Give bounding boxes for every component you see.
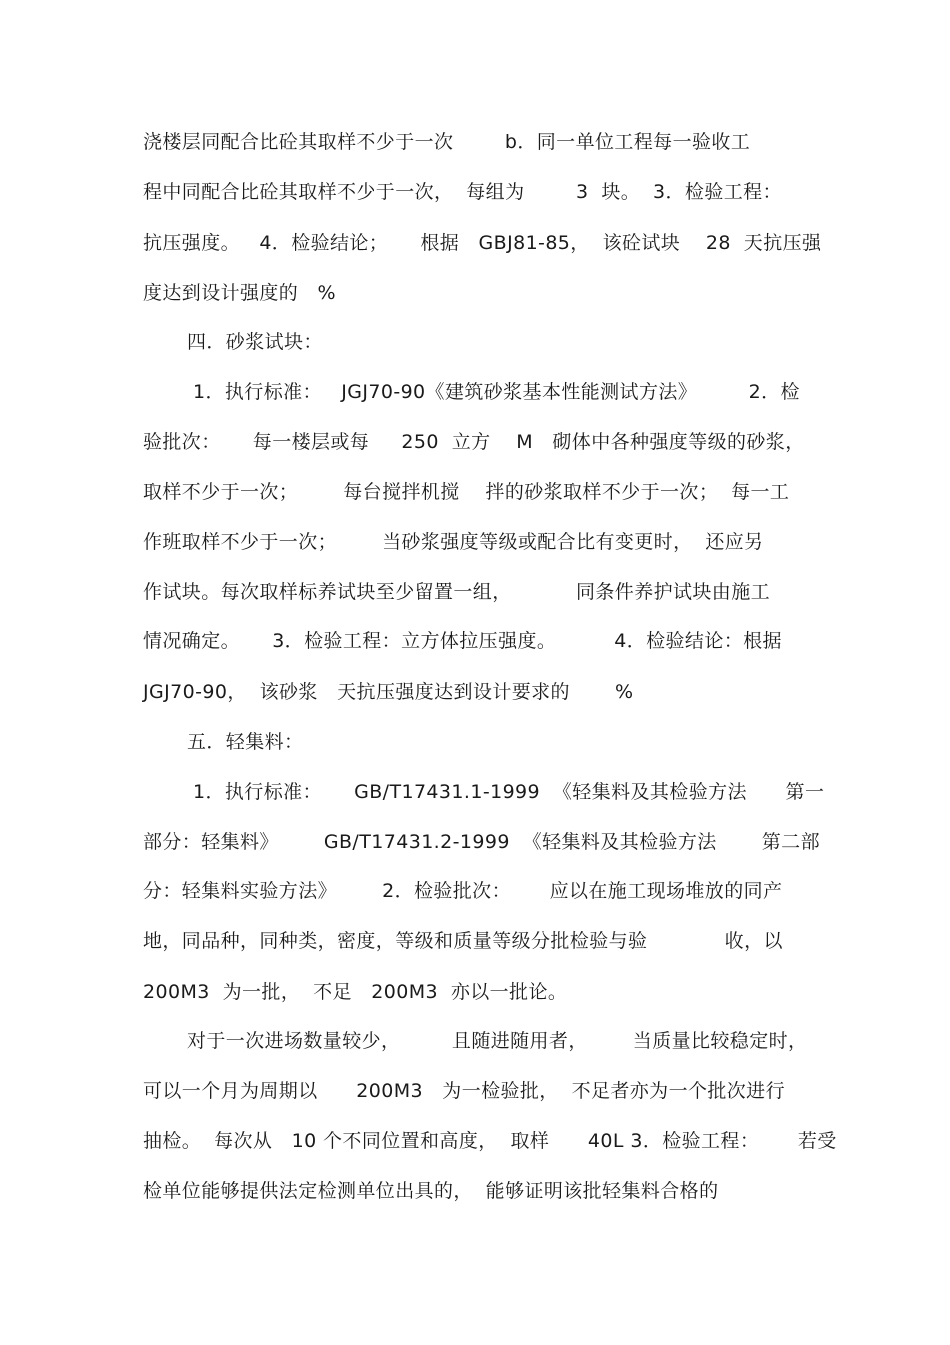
text-line: 取样不少于一次； 每台搅拌机搅 拌的砂浆取样不少于一次； 每一工 bbox=[143, 481, 790, 503]
text-line: 检单位能够提供法定检测单位出具的， 能够证明该批轻集料合格的 bbox=[143, 1180, 719, 1202]
text-line: 作试块。每次取样标养试块至少留置一组， 同条件养护试块由施工 bbox=[143, 581, 770, 603]
text-line: 作班取样不少于一次； 当砂浆强度等级或配合比有变更时， 还应另 bbox=[143, 531, 764, 553]
text-line: 抗压强度。 4．检验结论； 根据 GBJ81-85， 该砼试块 28 天抗压强 bbox=[143, 232, 822, 254]
text-line: JGJ70-90， 该砂浆 天抗压强度达到设计要求的 % bbox=[143, 681, 634, 703]
text-line: 1．执行标准： JGJ70-90《建筑砂浆基本性能测试方法》 2．检 bbox=[193, 381, 800, 403]
text-line: 分：轻集料实验方法》 2．检验批次： 应以在施工现场堆放的同产 bbox=[143, 880, 783, 902]
text-line: 浇楼层同配合比砼其取样不少于一次 b．同一单位工程每一验收工 bbox=[143, 131, 751, 153]
text-line: 抽检。 每次从 10 个不同位置和高度， 取样 40L 3．检验工程： 若受 bbox=[143, 1130, 837, 1152]
text-line: 可以一个月为周期以 200M3 为一检验批， 不足者亦为一个批次进行 bbox=[143, 1080, 785, 1102]
text-line: 200M3 为一批， 不足 200M3 亦以一批论。 bbox=[143, 981, 568, 1003]
paragraph-start: 对于一次进场数量较少， 且随进随用者， 当质量比较稳定时， bbox=[187, 1030, 808, 1052]
section-heading: 四．砂浆试块： bbox=[187, 331, 323, 353]
text-line: 情况确定。 3．检验工程：立方体拉压强度。 4．检验结论：根据 bbox=[143, 630, 782, 652]
text-line: 部分：轻集料》 GB/T17431.2-1999 《轻集料及其检验方法 第二部 bbox=[143, 831, 820, 853]
text-line: 程中同配合比砼其取样不少于一次， 每组为 3 块。 3．检验工程： bbox=[143, 181, 782, 203]
text-line: 验批次： 每一楼层或每 250 立方 M 砌体中各种强度等级的砂浆， bbox=[143, 431, 805, 453]
text-line: 1．执行标准： GB/T17431.1-1999 《轻集料及其检验方法 第一 bbox=[193, 781, 825, 803]
text-line: 地，同品种，同种类，密度，等级和质量等级分批检验与验 收，以 bbox=[143, 930, 783, 952]
text-line: 度达到设计强度的 % bbox=[143, 282, 336, 304]
section-heading: 五．轻集料： bbox=[187, 731, 304, 753]
